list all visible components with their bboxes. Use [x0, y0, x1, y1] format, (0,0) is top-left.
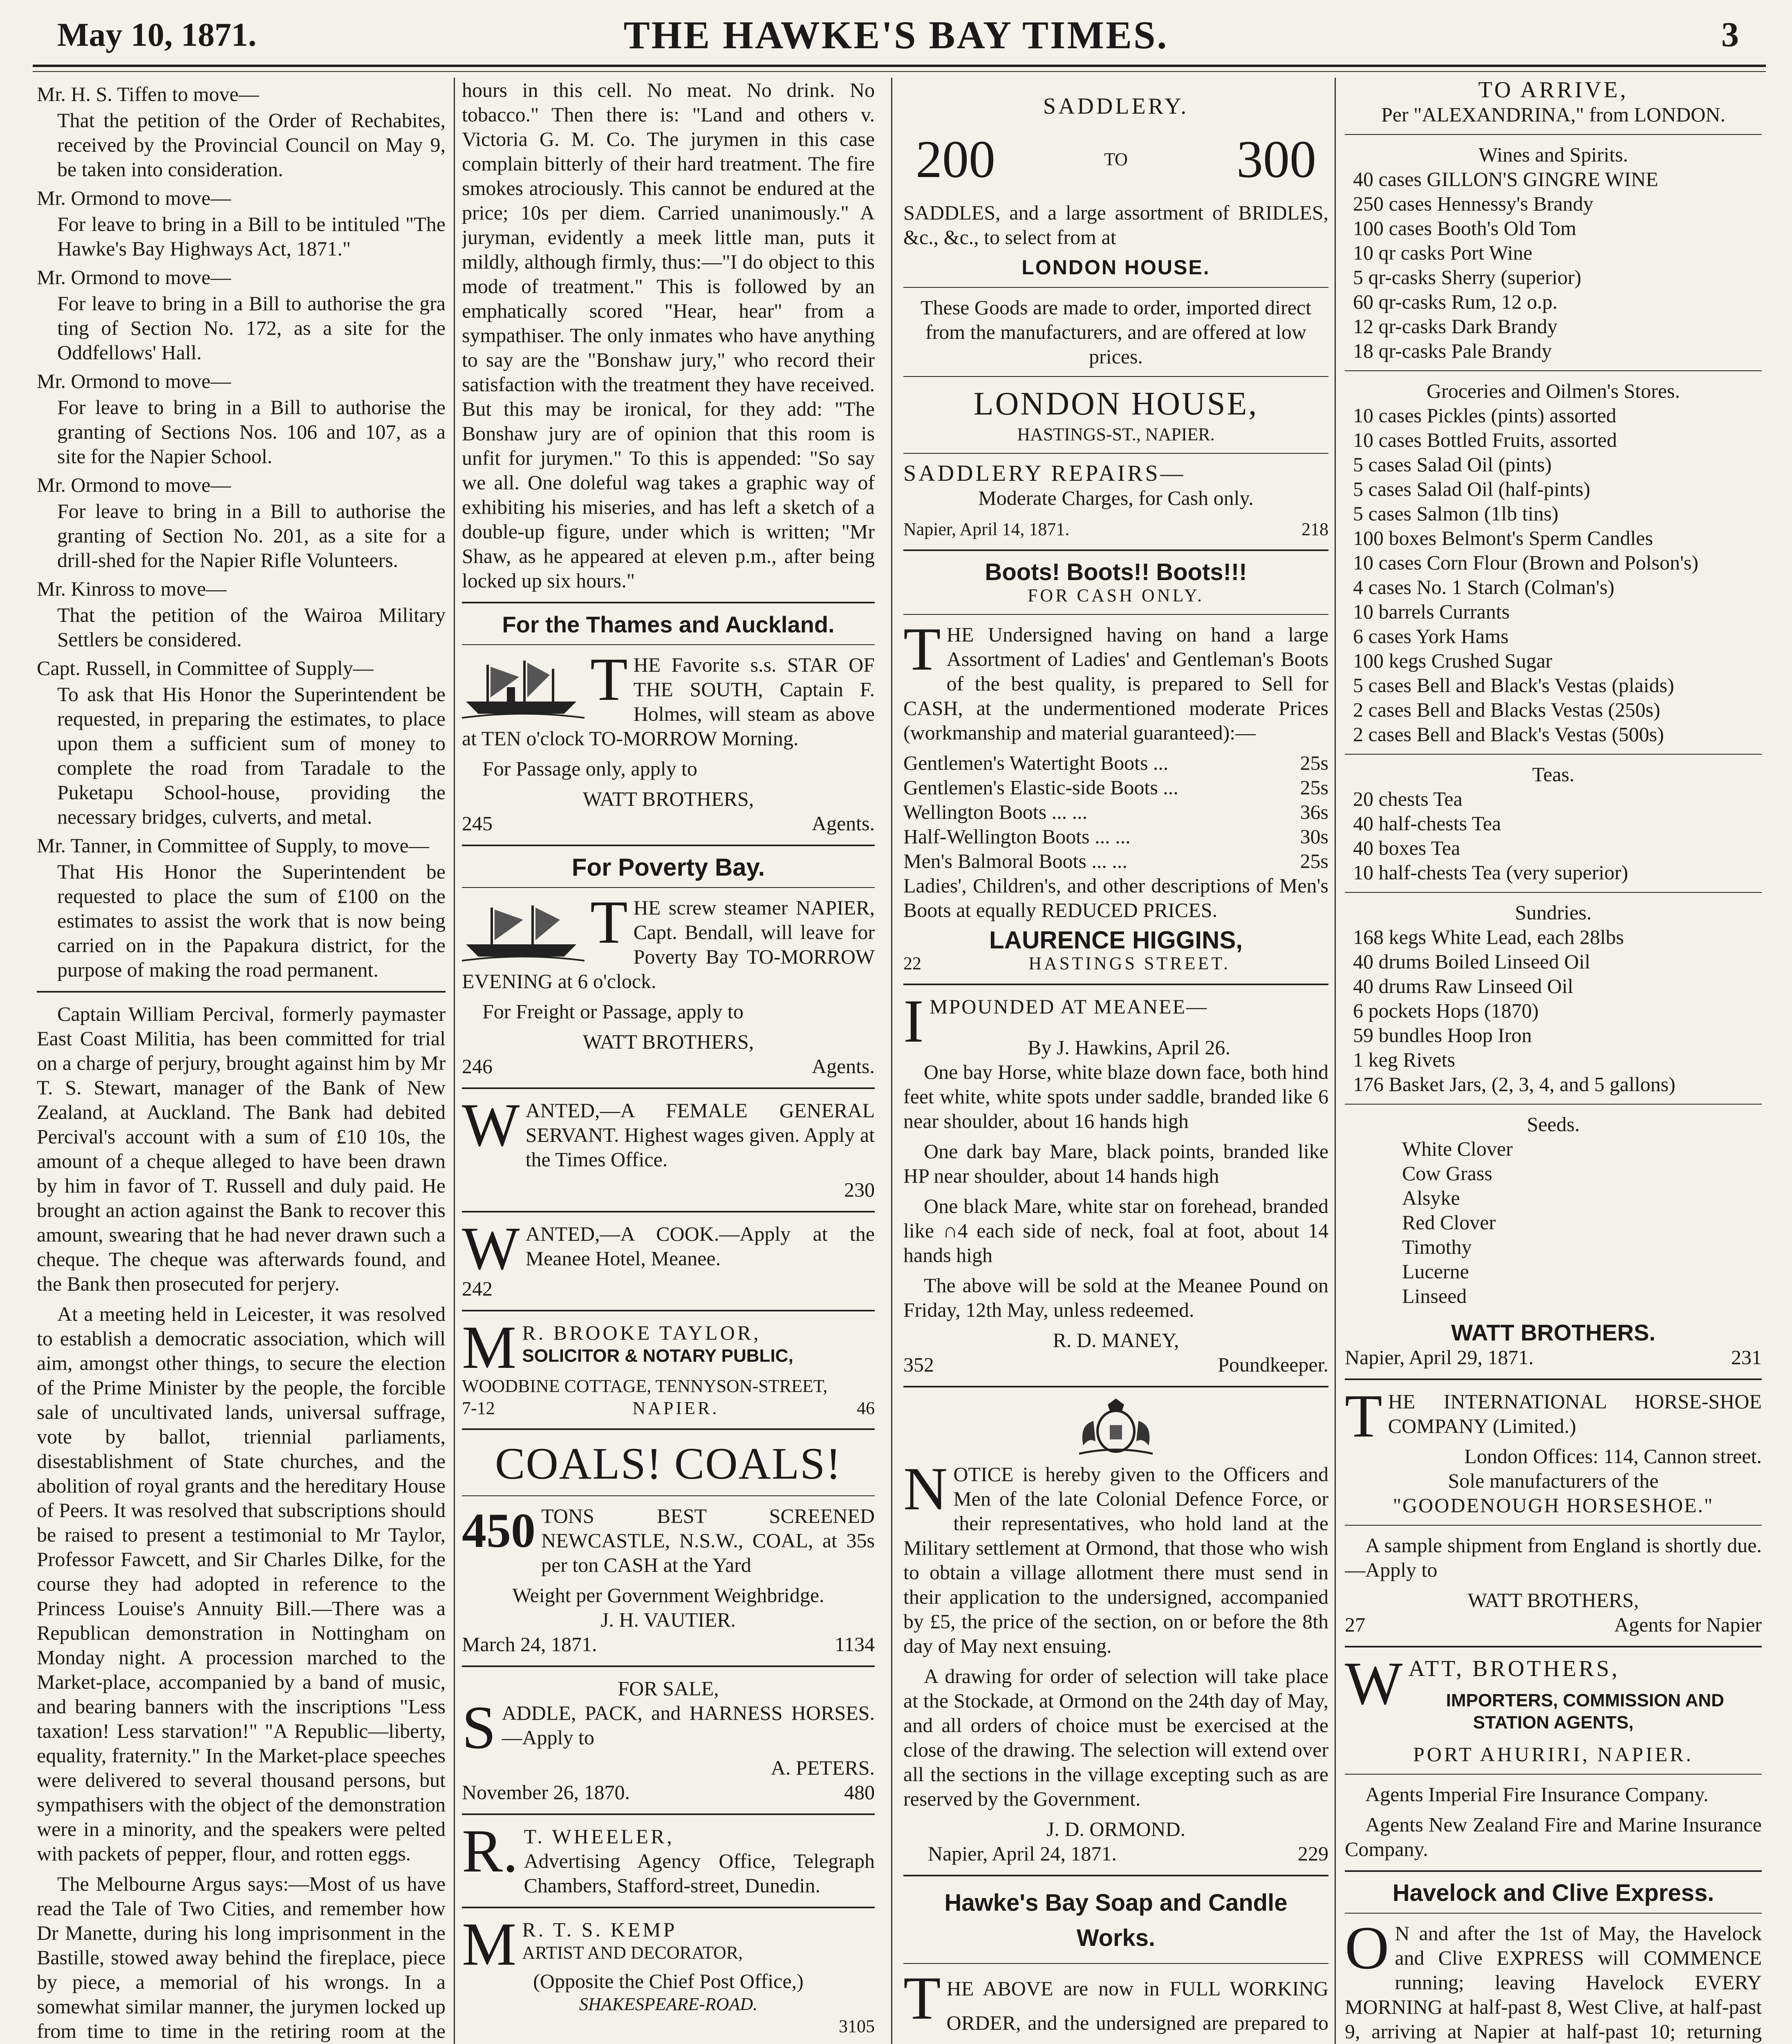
motion-mover: Mr. Kinross to move—	[37, 577, 226, 600]
ad-rule	[1345, 892, 1762, 893]
list-item: 10 qr casks Port Wine	[1353, 241, 1532, 264]
list-section-title: Seeds.	[1527, 1113, 1580, 1136]
list-item: 59 bundles Hoop Iron	[1353, 1024, 1532, 1047]
list-item: 20 chests Tea	[1353, 787, 1463, 810]
seeds-list	[1345, 1136, 1762, 1308]
list-item: 100 kegs Crushed Sugar	[1353, 649, 1552, 672]
ad-number: 1134	[834, 1633, 875, 1656]
motion-mover: Mr. Ormond to move—	[37, 370, 231, 392]
section-rule	[37, 991, 446, 993]
horseshoe-ad	[1345, 1382, 1762, 1637]
ormond-notice	[903, 1396, 1328, 1866]
drop-cap: M	[462, 1910, 517, 1978]
item-price: 25s	[1300, 776, 1328, 799]
ad-number: 46	[857, 1398, 875, 1418]
ad-role: Agents.	[811, 1055, 875, 1078]
drop-cap: W	[462, 1215, 520, 1282]
motion-text: That His Honor the Superintendent be requested to place the sum of £100 on the estimates to assist the work that is now being carried on in the Papakura district, for the purpose of making the road permanent.	[57, 860, 446, 981]
ad-number: 352	[903, 1353, 934, 1376]
ad-name: T. WHEELER,	[524, 1825, 674, 1848]
ad-profession: SOLICITOR & NOTARY PUBLIC,	[522, 1346, 793, 1366]
section-rule	[462, 1665, 875, 1667]
motion-mover: Mr. Tanner, in Committee of Supply, to move—	[37, 834, 429, 857]
motion-text: That the petition of the Order of Rechabites, received by the Provincial Council on May 9, be taken into consideration.	[57, 109, 446, 181]
column-1	[37, 78, 446, 2044]
ad-street: SHAKESPEARE-ROAD.	[579, 1994, 758, 2014]
ad-body: N and after the 1st of May, the Havelock and Clive EXPRESS will COMMENCE running; leaving Havelock EVERY MORNING at half-past 8, West Clive, at half-past 9, arriving at Napier at half-past 10; returning	[1345, 1922, 1762, 2043]
list-item: 2 cases Bell and Blacks Vestas (250s)	[1353, 698, 1660, 721]
list-item: Alsyke	[1402, 1186, 1460, 1209]
ad-date: March 24, 1871.	[462, 1633, 597, 1656]
ad-number: 7-12	[462, 1398, 495, 1418]
list-item: 6 cases York Hams	[1353, 625, 1509, 648]
ad-rule	[903, 453, 1328, 454]
page-number: 3	[1721, 15, 1739, 54]
column-2	[462, 78, 875, 2044]
item-price: 30s	[1300, 825, 1328, 848]
ad-number: 3105	[839, 2016, 875, 2036]
list-item: 18 qr-casks Pale Brandy	[1353, 339, 1552, 362]
ad-body: HE Undersigned having on hand a large Assortment of Ladies' and Gentleman's Boots of the best quality, is prepared to Sell for CASH, at the undermentioned moderate Prices (workmanship and material guaranteed):—	[903, 623, 1328, 744]
ad-shipment: Per "ALEXANDRINA," from LONDON.	[1381, 103, 1726, 126]
ad-body: Ladies', Children's, and other descriptions of Men's Boots at equally REDUCED PRICES.	[903, 874, 1328, 921]
list-item: 1 keg Rivets	[1353, 1048, 1455, 1071]
section-rule	[462, 1211, 875, 1213]
issue-date: May 10, 1871.	[57, 16, 257, 53]
ad-signature: WATT BROTHERS.	[1451, 1320, 1655, 1345]
section-rule	[462, 845, 875, 846]
impounded-item: One dark bay Mare, black points, branded like HP near shoulder, about 14 hands high	[903, 1140, 1328, 1187]
list-item: 168 kegs White Lead, each 28lbs	[1353, 926, 1624, 948]
ad-offices: London Offices: 114, Cannon street.	[1464, 1445, 1762, 1468]
drop-cap: T	[590, 888, 628, 956]
ad-heading: Hawke's Bay Soap and Candle Works.	[944, 1889, 1288, 1951]
ad-rule	[1345, 1774, 1762, 1775]
ad-body: A sample shipment from England is shortly due.—Apply to	[1345, 1534, 1762, 1581]
ad-number: 480	[844, 1781, 875, 1804]
ad-place: PORT AHURIRI, NAPIER.	[1413, 1743, 1694, 1766]
item-price: 25s	[1300, 751, 1328, 774]
ad-date: Napier, April 14, 1871.	[903, 519, 1070, 539]
column-4	[1345, 78, 1762, 2044]
brand-name: "GOODENOUGH HORSESHOE."	[1393, 1494, 1714, 1517]
price-row	[903, 775, 1328, 800]
ad-signature: J. H. VAUTIER.	[600, 1608, 736, 1631]
list-item: Timothy	[1402, 1235, 1472, 1258]
poverty-bay-ad	[462, 855, 875, 1078]
section-rule	[903, 549, 1328, 551]
drop-cap: W	[1345, 1650, 1403, 1717]
drop-cap: S	[462, 1694, 496, 1762]
ad-heading: COALS! COALS!	[495, 1439, 842, 1488]
ad-subheading: FOR CASH ONLY.	[1027, 585, 1205, 605]
ad-rule	[462, 1495, 875, 1496]
ad-rule	[903, 614, 1328, 615]
motion-text: For leave to bring in a Bill to authorise the granting of Section No. 201, as a site for a drill-shed for the Napier Rifle Volunteers.	[57, 500, 446, 572]
ad-body: HE ABOVE are now in FULL WORKING ORDER, and the undersigned are prepared to	[946, 1977, 1328, 2034]
motion-mover: Mr. H. S. Tiffen to move—	[37, 83, 259, 105]
ad-rule	[1345, 134, 1762, 135]
list-item: 100 boxes Belmont's Sperm Candles	[1353, 527, 1653, 549]
kemp-ad	[462, 1910, 875, 2037]
price-row	[903, 849, 1328, 873]
list-item: 4 cases No. 1 Starch (Colman's)	[1353, 576, 1615, 598]
section-rule	[462, 1813, 875, 1815]
section-rule	[462, 1087, 875, 1089]
list-section-title: Groceries and Oilmen's Stores.	[1427, 379, 1680, 402]
column-3	[903, 78, 1328, 2044]
item-name: Half-Wellington Boots ... ...	[903, 825, 1131, 848]
ad-rule	[1345, 1104, 1762, 1105]
ad-rule	[903, 1963, 1328, 1964]
list-item: 5 cases Bell and Black's Vestas (plaids)	[1353, 674, 1674, 697]
list-item: 40 cases GILLON'S GINGRE WINE	[1353, 168, 1658, 191]
ad-signature: WATT BROTHERS,	[1467, 1589, 1639, 1611]
list-item: 5 cases Salad Oil (half-pints)	[1353, 477, 1590, 500]
ad-heading: For the Thames and Auckland.	[502, 612, 835, 637]
list-item: Lucerne	[1402, 1260, 1469, 1283]
ad-number: 218	[1301, 519, 1328, 539]
sundries-list	[1345, 925, 1762, 1096]
ad-number: 230	[844, 1178, 875, 1201]
ad-heading: SADDLERY.	[1043, 94, 1189, 119]
groceries-list	[1345, 403, 1762, 746]
list-item: 40 drums Raw Linseed Oil	[1353, 975, 1573, 997]
drop-cap: M	[462, 1313, 517, 1381]
ad-heading: Boots! Boots!! Boots!!!	[985, 559, 1247, 585]
ad-body: Advertising Agency Office, Telegraph Chambers, Stafford-street, Dunedin.	[524, 1849, 875, 1897]
ad-agency: Agents New Zealand Fire and Marine Insurance Company.	[1345, 1813, 1762, 1860]
express-ad	[1345, 1881, 1762, 2044]
soap-works-ad	[903, 1885, 1328, 2044]
ad-rule	[1345, 1913, 1762, 1914]
list-item: Linseed	[1402, 1284, 1467, 1307]
shop-name: LONDON HOUSE.	[1021, 256, 1210, 279]
ad-role: Agents for Napier	[1614, 1613, 1762, 1636]
ad-rule	[903, 287, 1328, 288]
ad-line: Weight per Government Weighbridge.	[512, 1584, 824, 1607]
ad-body: TONS BEST SCREENED NEWCASTLE, N.S.W., COAL, at 35s per ton CASH at the Yard	[541, 1504, 875, 1576]
item-name: Wellington Boots ... ...	[903, 800, 1088, 823]
ad-signature: J. D. ORMOND.	[1046, 1818, 1186, 1840]
ad-body: OTICE is hereby given to the Officers and Men of the late Colonial Defence Force, or their representatives, who hold land at the Military settlement at Ormond, that those who wish to obtain a village allotment there must send in their application to the undersigned, accompanied by £5, the price of the section, on or before the 8th day of May next ensuing.	[903, 1463, 1328, 1657]
ad-address: WOODBINE COTTAGE, TENNYSON-STREET,	[462, 1376, 828, 1396]
motion-mover: Mr. Ormond to move—	[37, 186, 231, 209]
ad-apply: For Freight or Passage, apply to	[482, 1000, 744, 1023]
ad-heading: TO ARRIVE,	[1478, 78, 1628, 103]
ad-number: 231	[1731, 1346, 1762, 1369]
taylor-ad	[462, 1313, 875, 1419]
council-motions	[37, 82, 446, 982]
range-word: TO	[1104, 149, 1128, 169]
motion-mover: Mr. Ormond to move—	[37, 473, 231, 496]
column-divider	[1335, 78, 1336, 2044]
ad-heading: FOR SALE,	[618, 1677, 719, 1700]
ad-line: IMPORTERS, COMMISSION AND STATION AGENTS,	[1446, 1690, 1724, 1732]
royal-crest-icon	[1071, 1396, 1161, 1458]
item-price: 36s	[1300, 800, 1328, 823]
list-item: 40 half-chests Tea	[1353, 812, 1501, 835]
list-item: 40 boxes Tea	[1353, 836, 1460, 859]
drop-cap: T	[1345, 1382, 1382, 1450]
section-rule	[903, 1386, 1328, 1387]
list-item: 5 cases Salad Oil (pints)	[1353, 453, 1552, 476]
saddle-count-min: 200	[916, 130, 995, 189]
impounded-item: One black Mare, white star on forehead, branded like ∩4 each side of neck, foal at foot, about 14 hands high	[903, 1195, 1328, 1266]
section-rule	[1345, 1378, 1762, 1380]
item-name: Gentlemen's Elastic-side Boots ...	[903, 776, 1178, 799]
list-section-title: Wines and Spirits.	[1478, 143, 1628, 166]
masthead	[0, 0, 1792, 65]
to-arrive-ad	[1345, 78, 1762, 1369]
ad-body: ADDLE, PACK, and HARNESS HORSES.—Apply to	[502, 1701, 875, 1749]
motion-text: To ask that His Honor the Superintendent be requested, in preparing the estimates, to place upon them a sufficient sum of money to complete the road from Taradale to the Puketapu School-house, providing the necessary bridges, culverts, and metal.	[57, 683, 446, 828]
coals-ad	[462, 1439, 875, 1656]
impounded-item: One bay Horse, white blaze down face, both hind feet white, white spots under saddle, branded like 6 near shoulder, about 16 hands high	[903, 1060, 1328, 1132]
ad-rule	[1345, 1525, 1762, 1526]
drop-cap: N	[903, 1455, 948, 1523]
motion-mover: Capt. Russell, in Committee of Supply—	[37, 657, 374, 679]
ad-apply: For Passage only, apply to	[482, 757, 697, 780]
wanted-cook-ad	[462, 1215, 875, 1301]
ad-body: ANTED,—A FEMALE GENERAL SERVANT. Highest wages given. Apply at the Times Office.	[525, 1099, 875, 1171]
list-item: 10 cases Pickles (pints) assorted	[1353, 404, 1617, 427]
masthead-rule	[33, 65, 1766, 72]
section-rule	[462, 1907, 875, 1908]
list-item: 12 qr-casks Dark Brandy	[1353, 315, 1558, 338]
impounded-ad	[903, 987, 1328, 1377]
drop-cap: W	[462, 1091, 520, 1159]
motion-text: For leave to bring in a Bill to authorise the gra ting of Section No. 172, as a site for the Oddfellows' Hall.	[57, 292, 446, 364]
item-name: Men's Balmoral Boots ... ...	[903, 849, 1127, 872]
ad-address: (Opposite the Chief Post Office,)	[533, 1970, 804, 1992]
motion-text: That the petition of the Wairoa Military Settlers be considered.	[57, 603, 446, 651]
news-paragraph: Captain William Percival, formerly paymaster East Coast Militia, has been committed for trial on a charge of perjury, brought against him by Mr T. S. Stewart, manager of the Bank of New Zealand, at Auckland. The Bank had debited Percival's account with a sum of £10 10s, the amount of a cheque alleged to have been drawn by him in favor of T. Russell and duly paid. He brought an action against the Bank to recover this amount, swearing that he had never drawn such a cheque. The cheque was afterwards found, and the Bank then prosecuted for perjery.	[37, 1002, 446, 1295]
ad-signature: LAURENCE HIGGINS,	[989, 926, 1243, 954]
steamship-icon	[462, 652, 585, 722]
list-item: 10 cases Corn Flour (Brown and Polson's)	[1353, 551, 1699, 574]
ad-number: 246	[462, 1055, 493, 1078]
ad-street: HASTINGS STREET.	[1028, 953, 1230, 973]
repairs-terms: Moderate Charges, for Cash only.	[978, 486, 1254, 509]
wanted-servant-ad	[462, 1091, 875, 1202]
list-item: White Clover	[1402, 1137, 1513, 1160]
impounded-item: The above will be sold at the Meanee Pound on Friday, 12th May, unless redeemed.	[903, 1274, 1328, 1321]
news-continuation: hours in this cell. No meat. No drink. No tobacco." Then there is: "Land and others v. Victoria G. M. Co. The jurymen in this case complain bitterly of their hard treatment. The fire smokes atrociously. This cannot be endured at the price; 10s per diem. Carried unanimously." A juryman, evidently a meek little man, puts it mildly, although firmly, thus:—"I do object to this mode of treatment." This is followed by an emphatically scored "Hear, hear" from a sympathiser. The only inmates who have anything to say are the "Bonshaw jury," who record their satisfaction with the treatment they have received. But this may be ironical, for they add: "The Bonshaw jury are of opinion that this room is unfit for jurymen." To this is appended: "So say we all. One doleful wag takes a graphic way of exhibiting his miseries, and has left a sketch of a double-up figure, under which is written; "Mr Shaw, as he appeared at eleven p.m., after being locked up six hours."	[462, 78, 875, 592]
section-rule	[903, 1875, 1328, 1876]
price-row	[903, 800, 1328, 824]
list-item: Red Clover	[1402, 1211, 1496, 1234]
ad-rule	[1345, 370, 1762, 371]
price-row	[903, 751, 1328, 775]
ad-number: 229	[1298, 1842, 1328, 1865]
ad-number: 242	[462, 1277, 493, 1300]
ad-signature: A. PETERS.	[771, 1756, 875, 1779]
section-rule	[462, 602, 875, 603]
ad-agency: Agents Imperial Fire Insurance Company.	[1365, 1783, 1709, 1806]
shop-name-large: LONDON HOUSE,	[973, 386, 1259, 422]
motion-mover: Mr. Ormond to move—	[37, 266, 231, 289]
list-item: 2 cases Bell and Black's Vestas (500s)	[1353, 723, 1664, 746]
shop-address: HASTINGS-ST., NAPIER.	[1017, 424, 1215, 444]
ad-rule	[903, 376, 1328, 377]
ad-number: 27	[1345, 1613, 1365, 1636]
ad-body: These Goods are made to order, imported direct from the manufacturers, and are offered at low prices.	[921, 296, 1311, 368]
news-paragraph: The Melbourne Argus says:—Most of us have read the Tale of Two Cities, and remember how Dr Manette, during his long imprisonment in the Bastille, stowed away behind the fireplace, piece by piece, a memorial of his wrongs. In a somewhat similar manner, the jurymen locked up from time to time in the retiring room at the	[37, 1872, 446, 2042]
ad-rule	[462, 887, 875, 888]
ad-byline: By J. Hawkins, April 26.	[1028, 1036, 1230, 1059]
wines-list	[1345, 167, 1762, 363]
section-rule	[462, 1428, 875, 1430]
ad-name: R. BROOKE TAYLOR,	[522, 1321, 761, 1344]
boots-ad	[903, 560, 1328, 975]
ad-role: Agents.	[811, 812, 875, 835]
wheeler-ad	[462, 1817, 875, 1898]
motion-text: For leave to bring in a Bill to authorise the granting of Sections Nos. 106 and 107, as a site for the Napier School.	[57, 396, 446, 468]
ad-body: ANTED,—A COOK.—Apply at the Meanee Hotel, Meanee.	[525, 1222, 875, 1270]
list-item: 40 drums Boiled Linseed Oil	[1353, 950, 1590, 973]
ad-place: NAPIER.	[632, 1398, 719, 1418]
motion-text: For leave to bring in a Bill to be intituled "The Hawke's Bay Highways Act, 1871."	[57, 213, 446, 260]
list-item: 5 qr-casks Sherry (superior)	[1353, 266, 1581, 289]
repairs-heading: SADDLERY REPAIRS—	[903, 461, 1186, 486]
drop-cap: T	[590, 645, 628, 713]
ad-heading: Havelock and Clive Express.	[1392, 1880, 1714, 1906]
ad-body: HE screw steamer NAPIER, Capt. Bendall, will leave for Poverty Bay TO-MORROW EVENING at 6 o'clock.	[462, 896, 875, 993]
drop-cap: T	[903, 615, 941, 683]
ad-date: Napier, April 29, 1871.	[1345, 1346, 1534, 1369]
ad-rule	[1345, 754, 1762, 755]
drop-cap: O	[1345, 1914, 1389, 1982]
item-name: Gentlemen's Watertight Boots ...	[903, 751, 1169, 774]
section-rule	[1345, 1646, 1762, 1647]
list-item: 6 pockets Hops (1870)	[1353, 999, 1539, 1022]
ad-number: 245	[462, 812, 493, 835]
drop-cap: R.	[462, 1817, 518, 1885]
watt-brothers-ad	[1345, 1650, 1762, 1861]
ad-profession: ARTIST AND DECORATOR,	[522, 1943, 743, 1963]
ad-body: HE Favorite s.s. STAR OF THE SOUTH, Captain F. Holmes, will steam as above at TEN o'clock TO-MORROW Morning.	[462, 653, 875, 750]
newspaper-title: THE HAWKE'S BAY TIMES.	[623, 13, 1169, 57]
list-item: 176 Basket Jars, (2, 3, 4, and 5 gallons)	[1353, 1073, 1676, 1096]
news-paragraph: At a meeting held in Leicester, it was resolved to establish a democratic association, which will aim, amongst other things, to secure the election of the Prime Minister by the people, the forcible sale of uncultivated lands, universal suffrage, vote by ballot, triennial parliaments, disestablishment of State churches, and the abolition of royal grants and the hereditary House of Peers. It was resolved that subscriptions should be raised to present a testimonial to Mr Taylor, Professor Fawcett, and Sir Charles Dilke, for the course they had adopted in reference to the Princess Louise's Annuity Bill.—There was a Republican demonstration in Nottingham on Monday night. A procession marched to the Market-place, accompanied by a band of music, and bearing banners with the inscriptions "Less taxation! Less starvation!" "A Republic—liberty, equality, fraternity." In the Market-place speeches were delivered to several thousand persons, but sympathisers with the object of the demonstration were in a minority, and the speakers were pelted with packets of pepper, flour, and rotten eggs.	[37, 1302, 446, 1865]
list-item: 100 cases Booth's Old Tom	[1353, 217, 1577, 240]
price-row	[903, 824, 1328, 849]
ad-role: Poundkeeper.	[1218, 1353, 1328, 1376]
list-item: Cow Grass	[1402, 1162, 1492, 1185]
ad-heading: ATT, BROTHERS,	[1408, 1656, 1620, 1681]
list-item: 5 cases Salmon (1lb tins)	[1353, 502, 1559, 525]
section-rule	[903, 984, 1328, 985]
ad-agent: WATT BROTHERS,	[582, 1030, 754, 1053]
ad-number: 22	[903, 953, 921, 973]
teas-list	[1345, 787, 1762, 885]
list-section-title: Sundries.	[1515, 901, 1592, 924]
list-item: 250 cases Hennessy's Brandy	[1353, 192, 1594, 215]
ad-agent: WATT BROTHERS,	[582, 787, 754, 810]
ad-date: Napier, April 24, 1871.	[928, 1842, 1117, 1865]
list-item: 10 half-chests Tea (very superior)	[1353, 861, 1628, 884]
ad-body: SADDLES, and a large assortment of BRIDLES, &c., &c., to select from at	[903, 201, 1328, 249]
item-price: 25s	[1300, 849, 1328, 872]
ad-name: R. T. S. KEMP	[522, 1918, 677, 1941]
column-divider	[891, 78, 892, 2044]
column-divider	[454, 78, 455, 2044]
list-item: 10 barrels Currants	[1353, 600, 1510, 623]
drop-cap: I	[903, 987, 924, 1055]
saddlery-ad	[903, 94, 1328, 540]
ad-heading: HE INTERNATIONAL HORSE-SHOE COMPANY (Limited.)	[1388, 1390, 1762, 1437]
price-list	[903, 751, 1328, 873]
section-rule	[462, 1310, 875, 1311]
drop-cap: T	[903, 1964, 941, 2032]
ad-rule	[462, 644, 875, 645]
drop-number: 450	[462, 1503, 535, 1558]
saddle-count-max: 300	[1236, 130, 1316, 189]
ad-heading: MPOUNDED AT MEANEE—	[929, 995, 1208, 1018]
ad-date: November 26, 1870.	[462, 1781, 630, 1804]
thames-ad	[462, 612, 875, 836]
list-item: 10 cases Bottled Fruits, assorted	[1353, 428, 1617, 451]
section-rule	[1345, 1870, 1762, 1872]
ad-heading: For Poverty Bay.	[571, 854, 765, 881]
ad-signature: R. D. MANEY,	[1053, 1329, 1179, 1351]
list-item: 60 qr-casks Rum, 12 o.p.	[1353, 290, 1558, 313]
steamship-icon	[462, 895, 585, 965]
for-sale-ad	[462, 1676, 875, 1804]
ad-body: A drawing for order of selection will take place at the Stockade, at Ormond on the 24th day of May, and all orders of choice must be exercised at the close of the drawing. The selection will extend over all the sections in the village excepting such as are reserved by the Government.	[903, 1665, 1328, 1810]
ad-line: Sole manufacturers of the	[1448, 1469, 1659, 1492]
list-section-title: Teas.	[1532, 763, 1575, 786]
